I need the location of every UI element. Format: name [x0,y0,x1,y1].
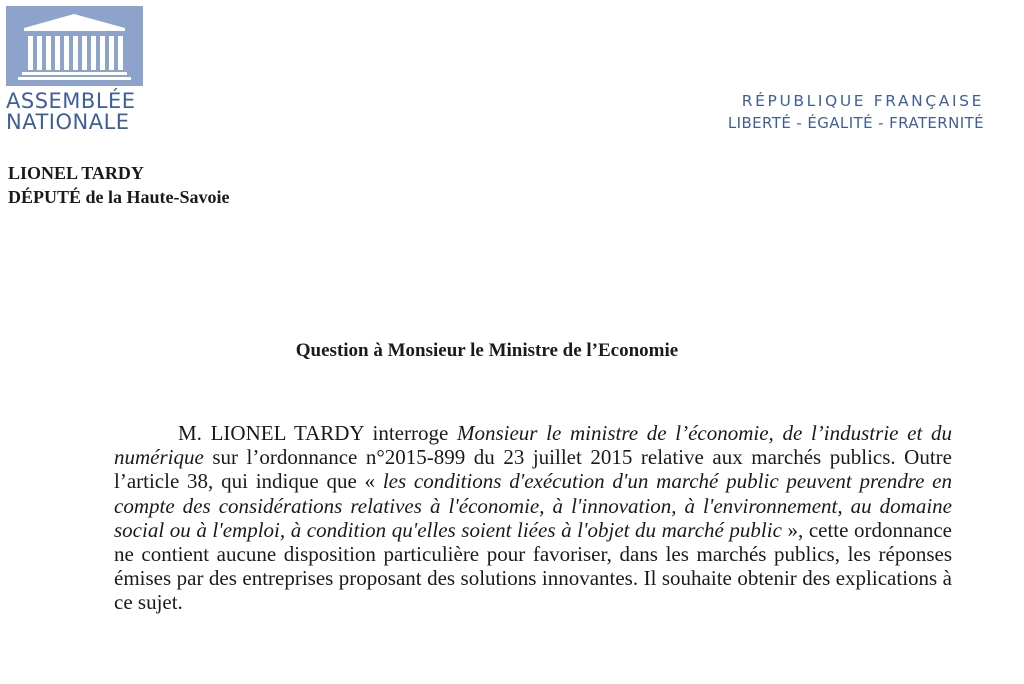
question-text-part-1: M. LIONEL TARDY interroge [178,421,457,445]
question-body [114,421,952,615]
author-block [8,161,230,209]
assemblee-nationale-logo [6,6,143,133]
question-text-part-3: », cette ordonnance ne contient aucune disposition particulière pour favoriser, dans les marchés publics, les réponses émises par des entreprises proposant des solutions innovantes. Il souhaite obtenir des explications à ce sujet. [114,517,953,615]
republic-name: RÉPUBLIQUE FRANÇAISE [741,92,984,110]
logo-line-nationale: NATIONALE [6,110,130,134]
question-text-part-2: sur l’ordonnance n°2015-899 du 23 juillet 2015 relative aux marchés publics. Outre l’article 38, qui indique que « [114,445,952,494]
author-role [8,185,230,209]
republic-header [728,90,984,134]
republic-motto: LIBERTÉ - ÉGALITÉ - FRATERNITÉ [727,114,984,132]
author-role-suffix: de la Haute-Savoie [81,187,230,207]
author-role-prefix: DÉPUTÉ [8,187,82,207]
assemblee-nationale-emblem-icon [6,6,143,86]
question-title: Question à Monsieur le Ministre de l’Economie [295,340,679,361]
question-italic-part-1: Monsieur le ministre de l’économie, de l’industrie et du numérique [114,421,952,470]
question-italic-quote: les conditions d'exécution d'un marché public peuvent prendre en compte des considérations relatives à l'économie, à l'innovation, à l'environnement, au domaine social ou à l'emploi, à condition qu'elles soient liées à l'objet du marché public [114,469,953,542]
logo-line-assemblee: ASSEMBLÉE [6,89,136,113]
author-name: LIONEL TARDY [8,163,144,183]
logo-text [6,91,143,133]
